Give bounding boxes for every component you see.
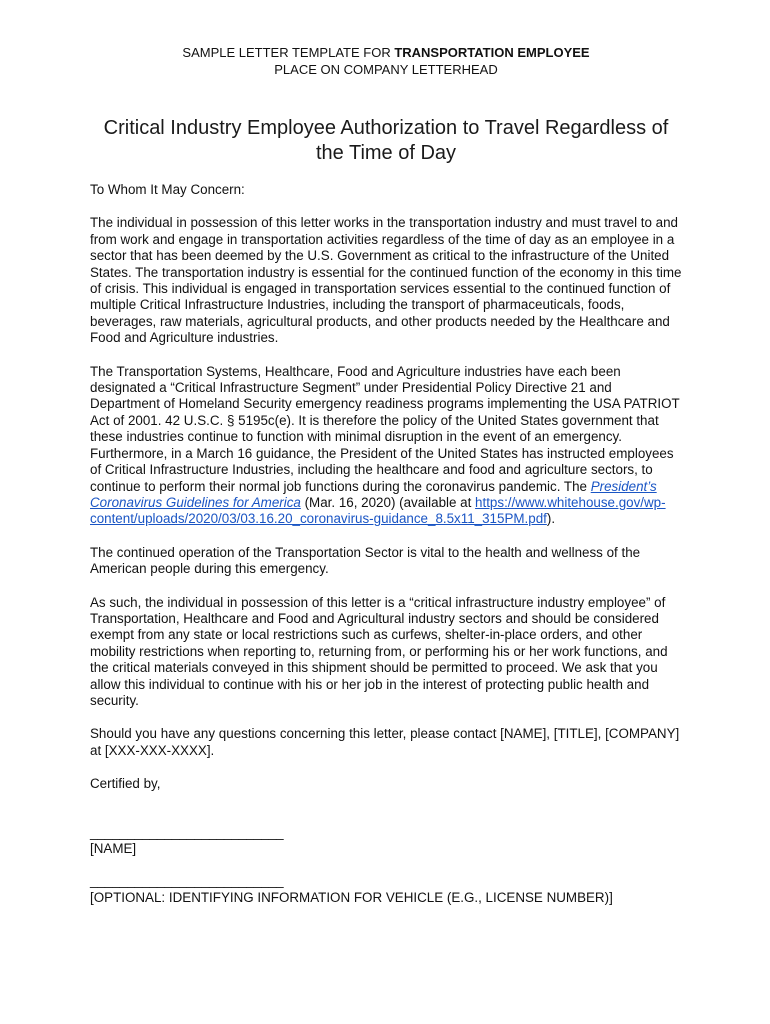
paragraph-2 [90, 364, 682, 528]
signature-line-2: __________________________ [90, 873, 284, 889]
letter-page [90, 44, 682, 906]
paragraph-3: The continued operation of the Transportation Sector is vital to the health and wellness of the American people during this emergency. [90, 544, 641, 577]
guidelines-link[interactable]: President’s Coronavirus Guidelines for America [90, 478, 657, 510]
header-line-1-bold: TRANSPORTATION EMPLOYEE [394, 45, 590, 60]
certified-by: Certified by, [90, 776, 161, 792]
paragraph-2-end: ). [546, 511, 556, 527]
letter-title: Critical Industry Employee Authorization to Travel Regardless of the Time of Day [103, 117, 669, 164]
header-line-1 [90, 44, 682, 61]
paragraph-2-middle: (Mar. 16, 2020) (available at [300, 494, 476, 510]
salutation: To Whom It May Concern: [90, 182, 245, 197]
paragraph-2-text: The Transportation Systems, Healthcare, Food and Agriculture industries have each been designated a “Critical Infrastructure Segment” under Presidential Policy Directive 21 and Department of Homeland Security emergency readiness programs implementing the USA PATRIOT Act of 2001. 42 U.S.C. § 5195c(e). It is therefore the policy of the United States government that these industries continue to function with minimal disruption in the event of an emergency. Furthermore, in a March 16 guidance, the President of the United States has instructed employees of Critical Infrastructure Industries, including the healthcare and food and agriculture sectors, to continue to perform their normal job functions during the coronavirus pandemic. The [90, 363, 680, 494]
signature-name: [NAME] [90, 841, 137, 856]
whitehouse-url-link[interactable]: https://www.whitehouse.gov/wp-content/uploads/2020/03/03.16.20_coronavirus-guidance_8.5x11_315PM.pdf [90, 494, 666, 527]
header-line-1-prefix: SAMPLE LETTER TEMPLATE FOR [182, 45, 395, 60]
vehicle-info: [OPTIONAL: IDENTIFYING INFORMATION FOR VEHICLE (E.G., LICENSE NUMBER)] [90, 889, 613, 905]
letter-header [90, 44, 682, 78]
signature-line-1: __________________________ [90, 824, 284, 840]
header-line-2: PLACE ON COMPANY LETTERHEAD [274, 62, 498, 77]
paragraph-1: The individual in possession of this letter works in the transportation industry and must travel to and from work and engage in transportation activities regardless of the time of day as an employee in a sector that has been deemed by the U.S. Government as critical to the infrastructure of the United States. The transportation industry is essential for the continued function of the economy in this time of crisis. This individual is engaged in transportation services essential to the continued function of multiple Critical Infrastructure Industries, including the transport of pharmaceuticals, foods, beverages, raw materials, agricultural products, and other products needed by the Healthcare and Food and Agriculture industries. [90, 215, 682, 346]
paragraph-4: As such, the individual in possession of this letter is a “critical infrastructure industry employee” of Transportation, Healthcare and Food and Agricultural industry sectors and should be considered exempt from any state or local restrictions such as curfews, shelter-in-place orders, and other mobility restrictions when reporting to, returning from, or performing his or her work functions, and the critical materials conveyed in this shipment should be permitted to proceed. We ask that you allow this individual to continue with his or her job in the interest of protecting public health and security. [90, 594, 668, 708]
paragraph-5: Should you have any questions concerning this letter, please contact [NAME], [TITLE], [COMPANY] at [XXX-XXX-XXXX]. [90, 726, 680, 758]
